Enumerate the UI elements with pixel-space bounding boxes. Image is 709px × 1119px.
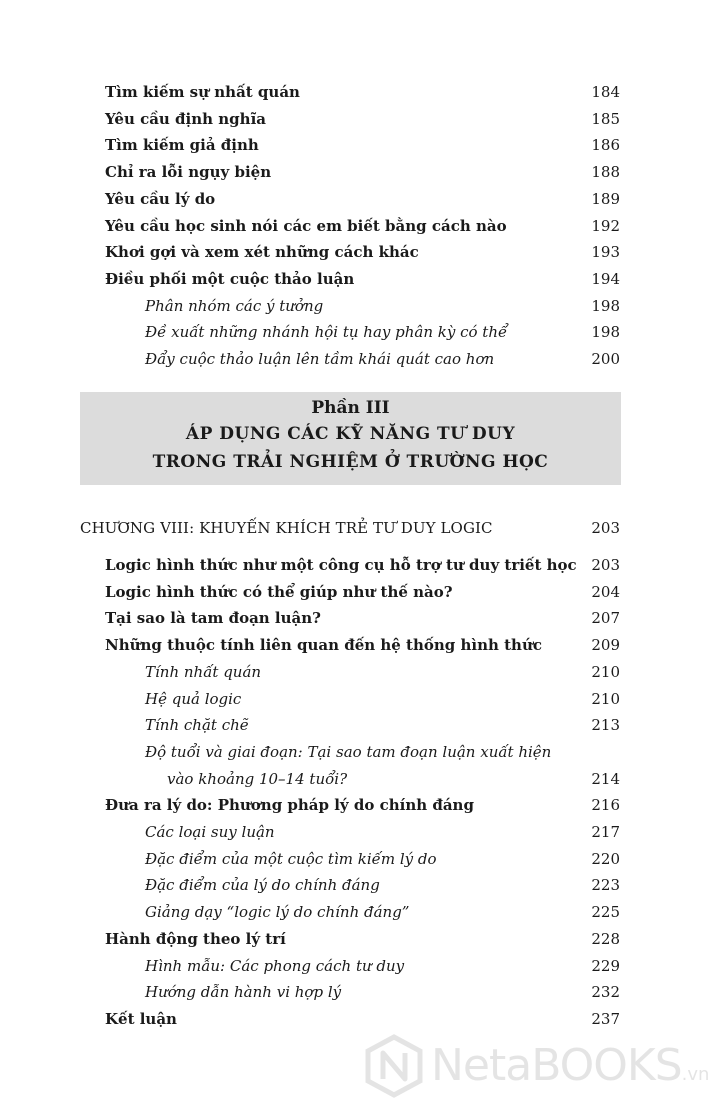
entry-page: 228: [591, 930, 620, 948]
entry-title: Chỉ ra lỗi ngụy biện: [105, 163, 272, 181]
entry-title: Yêu cầu lý do: [105, 190, 216, 208]
entry-title: Hình mẫu: Các phong cách tư duy: [145, 957, 405, 975]
entry-title: Đẩy cuộc thảo luận lên tầm khái quát cao hơn: [145, 350, 495, 368]
toc-entry: [0, 632, 700, 658]
toc-subentry: [0, 979, 700, 1005]
entry-page: 184: [591, 83, 620, 101]
entry-title: Đưa ra lý do: Phương pháp lý do chính đáng: [105, 796, 474, 814]
entry-page: 207: [591, 609, 620, 627]
entry-page: 209: [591, 636, 620, 654]
toc-subentry-continuation: [0, 766, 700, 792]
entry-page: 186: [591, 136, 620, 154]
entry-page: 203: [591, 556, 620, 574]
entry-page: 194: [591, 270, 620, 288]
entry-page: 229: [591, 957, 620, 975]
toc-entry: [0, 1006, 700, 1032]
part-heading: [80, 392, 621, 485]
netabooks-logo-icon: [365, 1035, 423, 1097]
watermark-text: [431, 1040, 709, 1091]
toc-subentry: [0, 346, 700, 372]
entry-title: Tìm kiếm giả định: [105, 136, 259, 154]
entry-page: 192: [591, 217, 620, 235]
entry-title: Đặc điểm của lý do chính đáng: [145, 876, 380, 894]
chapter-entry: [0, 515, 700, 541]
entry-title: vào khoảng 10–14 tuổi?: [167, 770, 348, 788]
entry-page: 232: [591, 983, 620, 1001]
entry-title: Kết luận: [105, 1010, 177, 1028]
entry-page: 210: [591, 663, 620, 681]
entry-title: Tính nhất quán: [145, 663, 262, 681]
entry-title: Giảng dạy “logic lý do chính đáng”: [145, 903, 410, 921]
entry-title: Tìm kiếm sự nhất quán: [105, 83, 300, 101]
entry-title: Đề xuất những nhánh hội tụ hay phân kỳ có thể: [145, 323, 508, 341]
toc-entry: [0, 926, 700, 952]
toc-entry: [0, 266, 700, 292]
entry-title: Các loại suy luận: [145, 823, 275, 841]
entry-page: 198: [591, 323, 620, 341]
toc-subentry: [0, 846, 700, 872]
toc-subentry: [0, 659, 700, 685]
toc-entry: [0, 213, 700, 239]
entry-title: Hệ quả logic: [145, 690, 242, 708]
entry-title: Những thuộc tính liên quan đến hệ thống hình thức: [105, 636, 543, 654]
entry-page: 214: [591, 770, 620, 788]
entry-page: 198: [591, 297, 620, 315]
watermark-brand: NetaBOOKS: [431, 1040, 682, 1091]
entry-title: Logic hình thức như một công cụ hỗ trợ tư duy triết học: [105, 556, 577, 574]
toc-subentry: [0, 899, 700, 925]
toc-entry: [0, 186, 700, 212]
entry-title: Yêu cầu học sinh nói các em biết bằng cách nào: [105, 217, 507, 235]
toc-entry: [0, 132, 700, 158]
entry-title: Phân nhóm các ý tưởng: [145, 297, 324, 315]
entry-page: 223: [591, 876, 620, 894]
netabooks-watermark: [365, 1032, 709, 1102]
part-title-line1: ÁP DỤNG CÁC KỸ NĂNG TƯ DUY: [185, 424, 516, 444]
toc-entry: [0, 552, 700, 578]
entry-page: 225: [591, 903, 620, 921]
entry-title: Hướng dẫn hành vi hợp lý: [145, 983, 342, 1001]
toc-entry: [0, 239, 700, 265]
watermark-suffix: .vn: [681, 1064, 709, 1085]
toc-subentry: [0, 293, 700, 319]
entry-page: 200: [591, 350, 620, 368]
entry-page: 220: [591, 850, 620, 868]
toc-entry: [0, 106, 700, 132]
entry-title: Logic hình thức có thể giúp như thế nào?: [105, 583, 453, 601]
toc-subentry: [0, 953, 700, 979]
entry-title: Đặc điểm của một cuộc tìm kiếm lý do: [145, 850, 437, 868]
part-title-line2: TRONG TRẢI NGHIỆM Ở TRƯỜNG HỌC: [152, 452, 549, 472]
toc-entry: [0, 579, 700, 605]
toc-entry: [0, 159, 700, 185]
entry-page: 237: [591, 1010, 620, 1028]
entry-title: Điều phối một cuộc thảo luận: [105, 270, 355, 288]
toc-subentry: [0, 712, 700, 738]
entry-page: 210: [591, 690, 620, 708]
toc-subentry: [0, 319, 700, 345]
entry-page: 204: [591, 583, 620, 601]
entry-title: Độ tuổi và giai đoạn: Tại sao tam đoạn luận xuất hiện: [145, 743, 552, 761]
entry-title: Tại sao là tam đoạn luận?: [105, 609, 321, 627]
entry-title: Hành động theo lý trí: [105, 930, 286, 948]
entry-page: 216: [591, 796, 620, 814]
toc-subentry: [0, 686, 700, 712]
toc-entry: [0, 792, 700, 818]
entry-page: 213: [591, 716, 620, 734]
entry-title: Tính chặt chẽ: [145, 716, 249, 734]
part-number: Phần III: [311, 398, 390, 418]
entry-page: 217: [591, 823, 620, 841]
toc-subentry: [0, 819, 700, 845]
entry-title: Yêu cầu định nghĩa: [105, 110, 266, 128]
toc-subentry: [0, 739, 700, 765]
entry-page: 185: [591, 110, 620, 128]
entry-page: 193: [591, 243, 620, 261]
entry-page: 188: [591, 163, 620, 181]
entry-page: 203: [591, 519, 620, 537]
entry-title: Khơi gợi và xem xét những cách khác: [105, 243, 419, 261]
chapter-title: CHƯƠNG VIII: KHUYẾN KHÍCH TRẺ TƯ DUY LOGIC: [80, 519, 493, 537]
toc-entry: [0, 605, 700, 631]
entry-page: 189: [591, 190, 620, 208]
toc-subentry: [0, 872, 700, 898]
toc-entry: [0, 79, 700, 105]
